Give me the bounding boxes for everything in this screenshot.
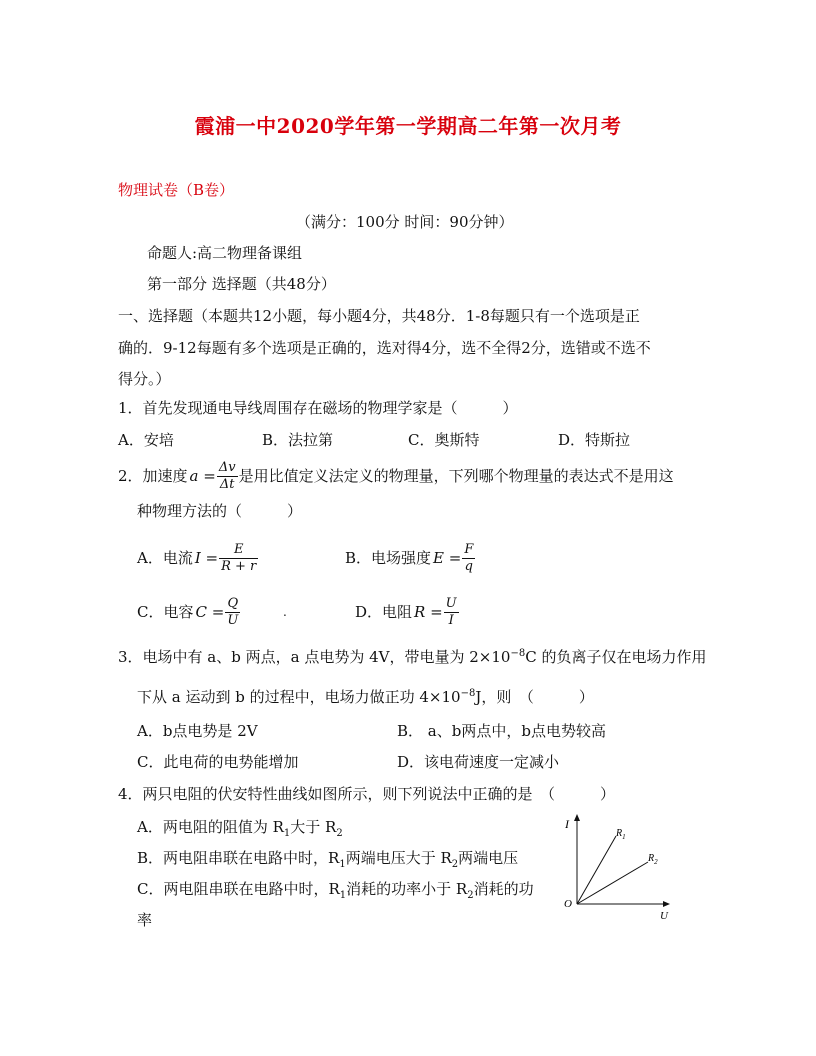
q2-option-b [345,538,476,578]
graph-r2-label: $R_2$ [648,853,658,866]
q2-suffix: 是用比值定义法定义的物理量，下列哪个物理量的表达式不是用这 [238,467,674,485]
graph-y-arrow [574,814,580,821]
q2-option-a-denominator: R + r [221,558,257,574]
q1-option-b: B．法拉第 [262,431,334,449]
graph-origin-label: O [564,898,572,910]
section-intro-line1: 一、选择题（本题共12小题，每小题4分，共48分．1-8每题只有一个选项是正 [118,307,640,325]
q4-option-a-sub2: 2 [336,828,343,839]
graph-line-r1 [577,836,616,904]
q2-option-c-lhs: C = [195,603,225,621]
graph-y-label: I [565,817,569,831]
q1-option-d: D．特斯拉 [558,431,631,449]
q4-option-b-text3: 两端电压 [458,849,519,867]
q4-option-c [137,879,534,906]
q2-option-b-fraction [462,542,475,575]
q4-option-b-sub2: 2 [451,859,459,870]
q4-option-c-line2: 率 [137,911,153,929]
q3-line2-exponent: −8 [460,688,476,699]
q4-option-a-text2: 大于 R [290,818,337,836]
graph-r1-label: $R_1$ [616,828,626,841]
q2-stem [118,456,674,496]
q3-option-c: C．此电荷的电势能增加 [137,753,299,771]
q3-option-b: B． a、b两点中，b点电势较高 [397,722,606,740]
q4-option-b-sub1: 1 [339,859,346,870]
q3-line2-tail: J，则 （ ） [475,688,594,706]
q4-option-c-sub1: 1 [339,890,347,901]
q4-option-b-text: B．两电阻串联在电路中时，R [137,849,340,867]
q2-option-b-denominator: q [464,558,473,574]
q4-option-c-text: C．两电阻串联在电路中时，R [137,880,340,898]
q4-stem: 4．两只电阻的伏安特性曲线如图所示，则下列说法中正确的是 （ ） [118,785,616,803]
q2-option-c-fraction [225,596,240,629]
graph-x-label: U [660,910,668,922]
q2-option-d-denominator: I [448,612,454,628]
graph-x-arrow [663,901,670,907]
q2-option-c-numerator: Q [225,596,240,613]
q4-option-c-text2: 消耗的功率小于 R [346,880,468,898]
q2-option-d-numerator: U [445,595,457,611]
section-intro-line2: 确的．9-12每题有多个选项是正确的，选对得4分，选不全得2分，选错或不选不 [118,339,651,357]
q2-option-d-label: D．电阻 [355,603,413,621]
part-heading: 第一部分 选择题（共48分） [147,275,336,293]
q2-option-d-fraction [444,596,459,629]
page-title: 霞浦一中2020学年第一学期高二年第一次月考 [194,114,622,138]
q4-option-b-text2: 两端电压大于 R [345,849,452,867]
q3-option-a: A．b点电势是 2V [137,722,258,740]
q2-line2: 种物理方法的（ ） [137,502,303,520]
q3-option-d: D．该电荷速度一定减小 [397,753,560,771]
q4-option-c-text3: 消耗的功 [473,880,534,898]
q4-option-a-text: A．两电阻的阻值为 R [137,818,284,836]
q3-line1-tail: C 的负离子仅在电场力作用 [525,648,707,666]
q2-option-a [137,538,259,578]
q4-option-a [137,817,343,844]
q3-line2-text: 下从 a 运动到 b 的过程中，电场力做正功 4×10 [137,688,461,706]
graph-line-r2 [577,862,648,904]
q3-line2 [137,684,594,707]
q3-line1-text: 3．电场中有 a、b 两点，a 点电势为 4V，带电量为 2×10 [118,648,511,666]
q2-option-a-label: A．电流 [137,549,193,567]
exam-info: （满分：100分 时间：90分钟） [296,213,514,231]
q2-option-b-lhs: E = [433,549,462,567]
paper-subtitle: 物理试卷（B卷） [118,181,235,199]
q1-stem: 1．首先发现通电导线周围存在磁场的物理学家是（ ） [118,399,518,417]
q1-option-c: C．奥斯特 [408,431,480,449]
q2-option-c [137,592,241,632]
q2-option-b-label: B．电场强度 [345,549,432,567]
author-line: 命题人:高二物理备课组 [147,244,303,262]
q2-formula-fraction [217,460,238,493]
q2-option-c-denominator: U [227,612,239,628]
q2-stray-dot: . [283,605,287,619]
q4-option-c-sub2: 2 [467,890,474,901]
q2-option-a-fraction [219,542,258,575]
q3-line1-exponent: −8 [510,648,526,659]
q4-option-a-sub1: 1 [283,828,291,839]
q1-option-a: A．安培 [118,431,174,449]
q2-prefix: 2．加速度 [118,467,188,485]
iu-characteristic-graph [560,812,680,922]
section-intro-line3: 得分。） [118,370,171,388]
q2-option-c-label: C．电容 [137,603,194,621]
q2-option-a-lhs: I = [194,549,219,567]
q2-option-a-numerator: E [219,542,258,559]
q2-formula-lhs: a = [189,467,216,485]
q2-formula-denominator: Δt [219,476,235,492]
q2-formula-numerator: Δv [218,459,236,475]
q2-option-d-lhs: R = [414,603,443,621]
q2-option-d [355,592,460,632]
q3-line1 [118,644,706,667]
q2-option-b-numerator: F [464,541,474,557]
q4-option-b [137,848,518,875]
